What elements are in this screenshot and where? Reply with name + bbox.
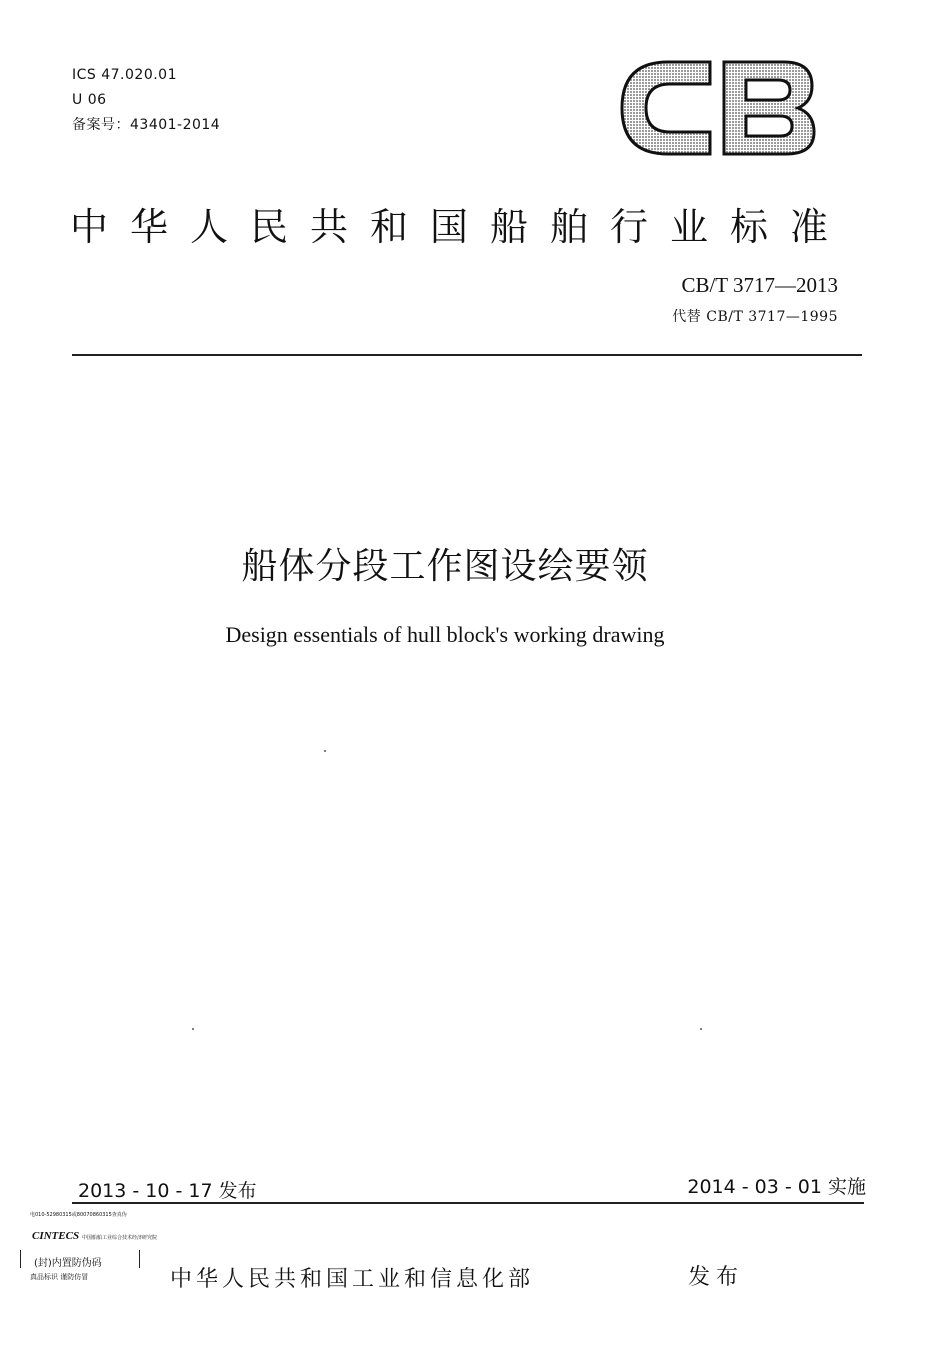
cb-logo — [618, 58, 818, 158]
header-divider — [72, 354, 862, 356]
stamp-mark: (封)内置防伪码 — [34, 1258, 102, 1269]
scan-speck — [192, 1028, 194, 1030]
document-title-chinese: 船体分段工作图设绘要领 — [241, 546, 649, 587]
anti-counterfeit-stamp — [18, 1210, 158, 1290]
publication-date: 2013 - 10 - 17 发布 — [78, 1180, 257, 1202]
issuing-ministry: 中华人民共和国工业和信息化部 — [170, 1267, 535, 1292]
issued-label: 发布 — [688, 1265, 745, 1290]
stamp-phone: 电010-52980315或80070860315查真伪 — [30, 1212, 127, 1218]
standard-number: CB/T 3717—2013 — [681, 273, 838, 297]
footer-divider — [72, 1202, 864, 1204]
ics-code: ICS 47.020.01 — [72, 67, 177, 83]
issuing-body-title: 中华人民共和国船舶行业标准 — [70, 205, 851, 249]
scan-speck — [700, 1028, 702, 1030]
scan-speck — [324, 750, 326, 752]
filing-number: 备案号：43401-2014 — [72, 117, 221, 133]
implementation-date: 2014 - 03 - 01 实施 — [687, 1176, 866, 1198]
stamp-logo: CINTECS — [32, 1230, 80, 1242]
classification-code: U 06 — [72, 92, 107, 108]
stamp-org: 中国船舶工业综合技术经济研究院 — [82, 1235, 158, 1241]
stamp-footer: 真品标识 谨防仿冒 — [30, 1273, 89, 1281]
replaced-standard: 代替 CB/T 3717—1995 — [672, 309, 838, 325]
document-title-english: Design essentials of hull block's working drawing — [225, 622, 665, 647]
